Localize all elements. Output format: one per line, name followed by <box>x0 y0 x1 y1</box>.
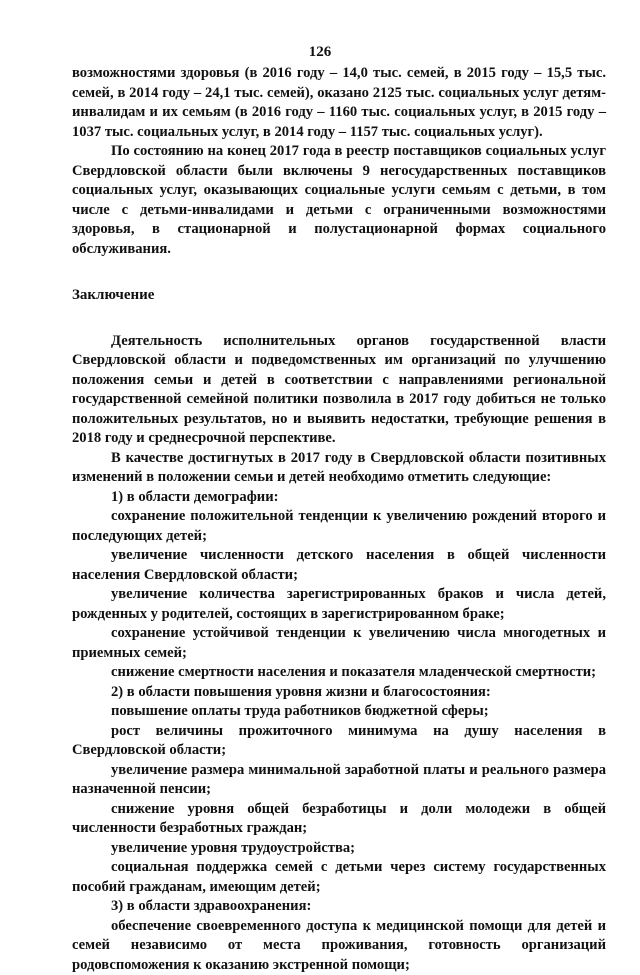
paragraph-continuation: возможностями здоровья (в 2016 году – 14,0 тыс. семей, в 2015 году – 15,5 тыс. семей, в 2014 году – 24,1 тыс. семей), оказано 2125 тыс. социальных услуг детям-инвалидам и их семьям (в 2016 году – 1160 тыс. социальных услуг, в 2015 году – 1037 тыс. социальных услуг, в 2014 году – 1157 тыс. социальных услуг). <box>72 64 606 142</box>
paragraph-registry: По состоянию на конец 2017 года в реестр поставщиков социальных услуг Свердловской области были включены 9 негосударственных поставщиков социальных услуг, оказывающих социальные услуги семьям с детьми, в том числе с детьми-инвалидами и детьми с ограниченными возможностями здоровья, в стационарной и полустационарной формах социального обслуживания. <box>72 142 606 259</box>
list-item: социальная поддержка семей с детьми через систему государственных пособий гражданам, имеющим детей; <box>72 858 606 897</box>
list-item: снижение смертности населения и показателя младенческой смертности; <box>72 663 606 683</box>
list-item: снижение уровня общей безработицы и доли молодежи в общей численности безработных граждан; <box>72 800 606 839</box>
list-item: увеличение уровня трудоустройства; <box>72 839 606 859</box>
paragraph: В качестве достигнутых в 2017 году в Свердловской области позитивных изменений в положении семьи и детей необходимо отметить следующие: <box>72 449 606 488</box>
list-heading: 2) в области повышения уровня жизни и благосостояния: <box>72 683 606 703</box>
section-heading: Заключение <box>72 286 606 306</box>
list-item: увеличение количества зарегистрированных браков и числа детей, рожденных у родителей, состоящих в зарегистрированном браке; <box>72 585 606 624</box>
page-number: 126 <box>0 44 640 61</box>
list-item: рост величины прожиточного минимума на душу населения в Свердловской области; <box>72 722 606 761</box>
list-heading: 1) в области демографии: <box>72 488 606 508</box>
list-item: увеличение численности детского населения в общей численности населения Свердловской области; <box>72 546 606 585</box>
list-item: увеличение размера минимальной заработной платы и реального размера назначенной пенсии; <box>72 761 606 800</box>
list-item: сохранение положительной тенденции к увеличению рождений второго и последующих детей; <box>72 507 606 546</box>
document-body <box>72 64 606 975</box>
paragraph: Деятельность исполнительных органов государственной власти Свердловской области и подведомственных им организаций по улучшению положения семьи и детей в соответствии с направлениями региональной государственной семейной политики позволила в 2017 году добиться не только положительных результатов, но и выявить недостатки, требующие решения в 2018 году и среднесрочной перспективе. <box>72 332 606 449</box>
list-item: сохранение устойчивой тенденции к увеличению числа многодетных и приемных семей; <box>72 624 606 663</box>
list-heading: 3) в области здравоохранения: <box>72 897 606 917</box>
list-item: повышение оплаты труда работников бюджетной сферы; <box>72 702 606 722</box>
list-item: обеспечение своевременного доступа к медицинской помощи для детей и семей независимо от места проживания, готовность организаций родовспоможения к оказанию экстренной помощи; <box>72 917 606 975</box>
